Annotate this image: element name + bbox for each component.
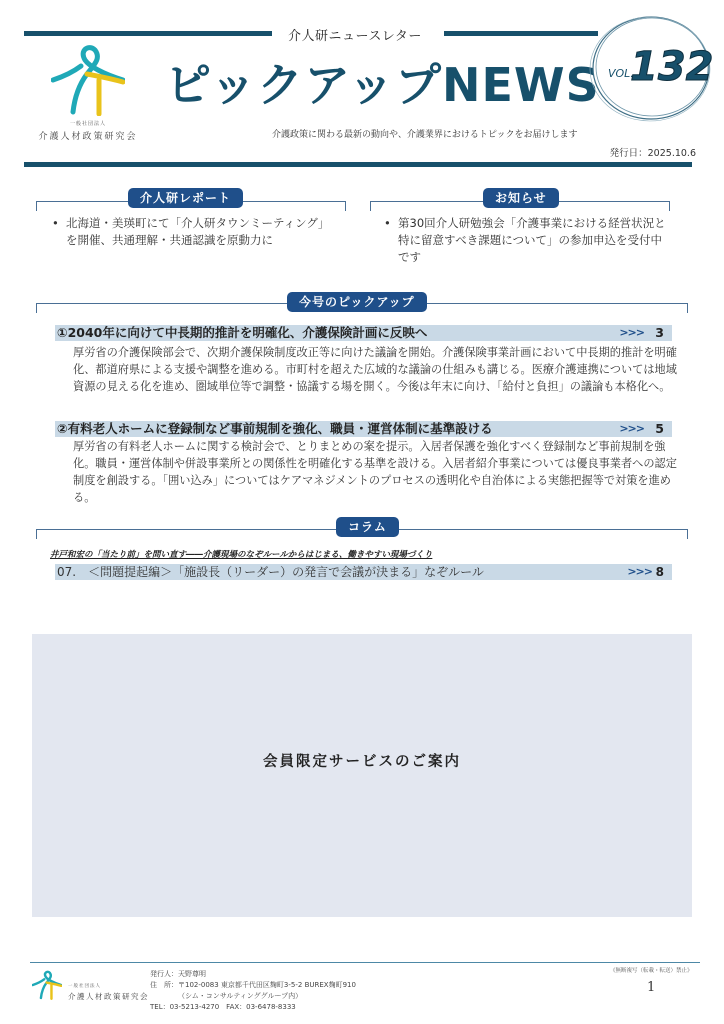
notice-label: お知らせ	[483, 188, 559, 208]
footer-publisher: 発行人：天野尊明	[150, 970, 206, 978]
copyright-notice: 《無断複写（転載・転送）禁止》	[610, 968, 693, 974]
volume-badge	[588, 12, 718, 122]
arrow-right-icon: >>>	[619, 326, 644, 339]
pickup-item-1-page: 3	[655, 325, 664, 340]
column-entry-title: 07. ＜問題提起編＞「施設長（リーダー）の発言で会議が決まる」なぞルール	[57, 565, 484, 579]
page-number: 1	[647, 980, 656, 995]
notice-list	[382, 215, 672, 266]
pickup-item-1-body: 厚労省の介護保険部会で、次期介護保険制度改正等に向けた議論を開始。介護保険事業計画において中長期的推計を明確化、都道府県による支援や調整を進める。市町村を超えた広域的な議論の仕組みも講じる。医療介護連携については地域資源の見える化を進め、圏域単位等で調整・協議する場を開く。今後は年末に向け、「給付と負担」の議論も本格化へ。	[73, 346, 677, 393]
page-title: ピックアップNEWS	[165, 58, 600, 112]
header-rule-left	[24, 31, 272, 36]
footer-address: 住 所：〒102-0083 東京都千代田区麹町3-5-2 BUREX麹町910	[150, 981, 356, 989]
footer-address-note: （シム・コンサルティンググループ内）	[178, 992, 303, 1000]
pickup-item-2-heading[interactable]	[55, 421, 672, 437]
volume-number: 132	[630, 44, 714, 90]
pickup-item-2-body: 厚労省の有料老人ホームに関する検討会で、とりまとめの案を提示。入居者保護を強化すべく登録制など事前規制を強化。職員・運営体制や併設事業所との関係性を明確化する基準を設ける。入居者紹介事業については優良事業者への認定制度を創設する。「囲い込み」についてはケアマネジメントのプロセスの透明化や自治体による実態把握等で対策を進める。	[73, 440, 677, 504]
arrow-right-icon: >>>	[627, 565, 652, 578]
footer-contact: TEL：03-5213-4270 FAX：03-6478-8333	[150, 1003, 296, 1011]
report-item[interactable]	[50, 215, 340, 249]
header-rule-right	[444, 31, 598, 36]
member-services-box[interactable]	[32, 634, 692, 917]
logo-org-name: 介護人材政策研究会	[38, 132, 138, 142]
organization-logo	[38, 44, 138, 142]
column-label: コラム	[336, 517, 399, 537]
footer-divider	[30, 962, 700, 963]
report-label: 介人研レポート	[128, 188, 243, 208]
logo-subtitle: 一般社団法人	[69, 121, 106, 127]
column-entry[interactable]	[55, 564, 672, 580]
header-divider	[24, 162, 692, 167]
volume-label: VOL.	[608, 67, 634, 80]
newsletter-label: 介人研ニュースレター	[288, 29, 422, 44]
pickup-item-1-heading[interactable]	[55, 325, 672, 341]
pickup-item-2-title: ②有料老人ホームに登録制など事前規制を強化、職員・運営体制に基準設ける	[57, 421, 493, 436]
footer-logo-icon	[32, 968, 62, 1002]
notice-item-text: 第30回介人研勉強会「介護事業における経営状況と特に留意すべき課題について」の参加申込を受付中です	[398, 216, 666, 264]
arrow-right-icon: >>>	[619, 422, 644, 435]
tagline: 介護政策に関わる最新の動向や、介護業界におけるトピックをお届けします	[272, 130, 578, 140]
report-list	[50, 215, 340, 249]
pickup-item-2-page: 5	[655, 421, 664, 436]
footer-info	[150, 969, 356, 1013]
issue-date: 発行日：2025.10.6	[609, 148, 696, 159]
column-series-title: 井戸和宏の「当たり前」を問い直す――介護現場のなぞルールからはじまる、働きやすい現場づくり	[50, 550, 433, 560]
logo-mark-icon	[51, 44, 125, 116]
footer-logo-subtitle: 一般社団法人	[68, 984, 101, 989]
column-entry-page: 8	[655, 565, 664, 579]
notice-item[interactable]	[382, 215, 672, 266]
report-item-text: 北海道・美瑛町にて「介人研タウンミーティング」を開催、共通理解・共通認識を原動力に	[66, 216, 330, 247]
member-services-title: 会員限定サービスのご案内	[263, 754, 461, 770]
footer-logo-name: 介護人材政策研究会	[68, 992, 149, 1001]
pickup-item-1-title: ①2040年に向けて中長期的推計を明確化、介護保険計画に反映へ	[57, 325, 428, 340]
pickup-label: 今号のピックアップ	[287, 292, 427, 312]
